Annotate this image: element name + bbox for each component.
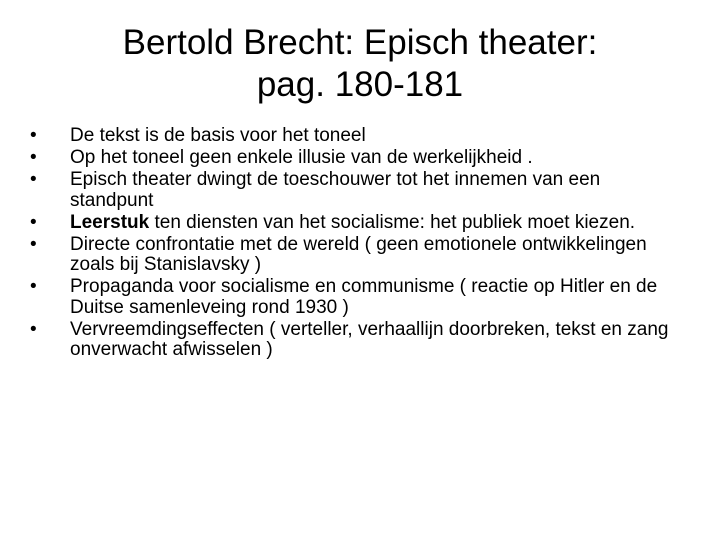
bullet-text: Vervreemdingseffecten ( verteller, verhaallijn doorbreken, tekst en zang onverwacht afwisselen ) (70, 318, 669, 360)
bullet-text: Op het toneel geen enkele illusie van de werkelijkheid . (70, 147, 533, 168)
bullet-text: De tekst is de basis voor het toneel (70, 125, 366, 146)
bullet-dot-icon: • (30, 276, 37, 297)
bullet-dot-icon: • (30, 169, 37, 190)
bullet-item (26, 277, 686, 318)
bullet-text: Propaganda voor socialisme en communisme ( reactie op Hitler en de Duitse samenleveing rond 1930 ) (70, 276, 658, 318)
bullet-item (26, 148, 686, 169)
bullet-dot-icon: • (30, 318, 37, 340)
bullet-dot-icon: • (30, 211, 37, 233)
bullet-text: Episch theater dwingt de toeschouwer tot het innemen van een standpunt (70, 169, 601, 211)
title-line-1: Bertold Brecht: Episch theater: (122, 23, 598, 62)
bullet-item (26, 235, 686, 276)
bullet-item (26, 213, 686, 234)
title-line-2: pag. 180-181 (256, 65, 464, 104)
slide-title (60, 22, 660, 106)
bullet-dot-icon: • (30, 125, 37, 146)
bullet-item (26, 126, 686, 147)
bullet-text: Directe confrontatie met de wereld ( geen emotionele ontwikkelingen zoals bij Stanislavsky ) (70, 233, 647, 275)
bullet-dot-icon: • (30, 147, 37, 168)
bullet-item (26, 170, 686, 211)
bullet-list (26, 126, 686, 362)
bullet-bold-term: Leerstuk (70, 211, 150, 233)
bullet-text: ten diensten van het socialisme: het publiek moet kiezen. (149, 211, 636, 233)
bullet-item (26, 320, 686, 361)
bullet-dot-icon: • (30, 233, 37, 255)
